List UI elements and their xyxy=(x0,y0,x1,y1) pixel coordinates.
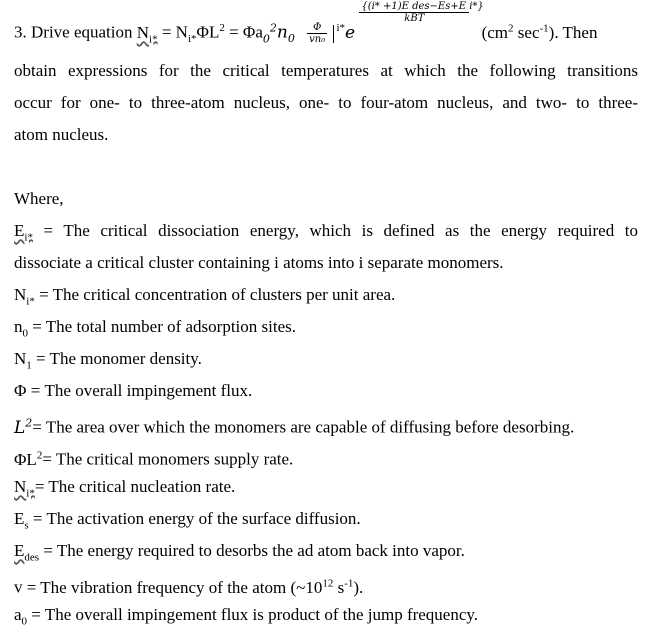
eq-e: e xyxy=(345,22,356,43)
def-es-symbol: $E_s$ xyxy=(14,509,29,532)
eq-i-sup: i* xyxy=(336,22,346,34)
def-ni-text: = The critical concentration of clusters per unit area. xyxy=(39,285,396,304)
def-phil2-symbol: $\Phi L^2$ xyxy=(14,449,43,469)
eq-exp-den: kBT xyxy=(404,13,425,24)
def-v xyxy=(14,573,363,598)
eq-phi-sup: 2 xyxy=(219,22,225,34)
def-v-symbol: v xyxy=(14,577,23,597)
body-line-3: occur for one- to three-atom nucleus, one- to four-atom nucleus, and two- to three- xyxy=(14,93,638,112)
def-ni-symbol: $N_{i*}$ xyxy=(14,285,35,308)
def-n1 xyxy=(14,349,202,375)
eq-frac-num: Φ xyxy=(307,22,327,34)
def-phil2 xyxy=(14,445,293,470)
eq-bar xyxy=(333,25,334,43)
def-ei-line-2: dissociate a critical cluster containing i atoms into i separate monomers. xyxy=(14,253,504,272)
body-line-2: obtain expressions for the critical temperatures at which the following transitions xyxy=(14,61,638,80)
def-n0-symbol: $n_0$ xyxy=(14,317,28,340)
def-l2 xyxy=(14,413,574,438)
def-a0-symbol: $a_0$ xyxy=(14,605,28,628)
def-ndot-symbol: $N_{i*}$ xyxy=(14,477,35,500)
eq-frac-den: vn₀ xyxy=(309,34,326,46)
def-a0-text: = The overall impingement flux is product of the jump frequency. xyxy=(31,605,479,624)
eq-mid-sub: i* xyxy=(187,33,197,46)
def-ndot xyxy=(14,477,235,503)
question-lead: Drive equation xyxy=(31,22,133,42)
def-n0 xyxy=(14,317,296,343)
eq-n0-sub: 0 xyxy=(287,32,295,46)
def-l2-text: = The area over which the monomers are capable of diffusing before desorbing. xyxy=(32,417,575,437)
def-ei-symbol: $E_{i*}$ xyxy=(14,221,33,244)
eq-a-sup: 2 xyxy=(269,21,277,34)
def-es-text: = The activation energy of the surface diffusion. xyxy=(32,509,361,528)
equation-line xyxy=(14,1,598,49)
eq-mid: = N xyxy=(157,22,188,42)
def-n1-text: = The monomer density. xyxy=(36,349,202,368)
def-phi xyxy=(14,381,252,401)
question-number: 3. xyxy=(14,22,27,42)
def-n0-text: = The total number of adsorption sites. xyxy=(32,317,297,336)
def-es xyxy=(14,509,361,535)
eq-fraction xyxy=(307,22,327,45)
def-edes xyxy=(14,541,465,567)
def-phi-text: = The overall impingement flux. xyxy=(30,381,253,400)
def-phi-symbol: Φ xyxy=(14,381,27,400)
eq-eq2: = Φa xyxy=(224,22,263,42)
eq-phi-l: ΦL xyxy=(196,22,220,42)
body-line-4: atom nucleus. xyxy=(14,125,109,144)
units: ($cm^2$ $\sec^{-1}$). Then xyxy=(481,22,598,42)
eq-n-dot: $N_{i*}$ xyxy=(136,22,158,46)
def-n1-symbol: $N_1$ xyxy=(14,349,32,372)
def-ndot-text: = The critical nucleation rate. xyxy=(34,477,236,496)
def-edes-text: = The energy required to desorbs the ad atom back into vapor. xyxy=(43,541,465,560)
def-ei-text-a: = The critical dissociation energy, which is defined as the energy required to xyxy=(43,221,638,240)
def-a0 xyxy=(14,605,478,631)
def-ni xyxy=(14,285,395,311)
eq-n0: n xyxy=(276,22,288,43)
def-v-text: = The vibration frequency of the atom ($\sim 10^{12}$ $s^{-1}$). xyxy=(26,577,364,597)
def-ei-line-1 xyxy=(14,221,638,247)
eq-a-sub: 0 xyxy=(262,32,270,46)
def-edes-symbol: $E_{des}$ xyxy=(14,541,40,564)
eq-exp-num: {(i* +1)E des−Es+E i*} xyxy=(361,1,484,12)
def-phil2-text: = The critical monomers supply rate. xyxy=(42,449,294,469)
where-label: Where, xyxy=(14,189,64,208)
def-l2-symbol: $L^2$ xyxy=(14,416,33,438)
